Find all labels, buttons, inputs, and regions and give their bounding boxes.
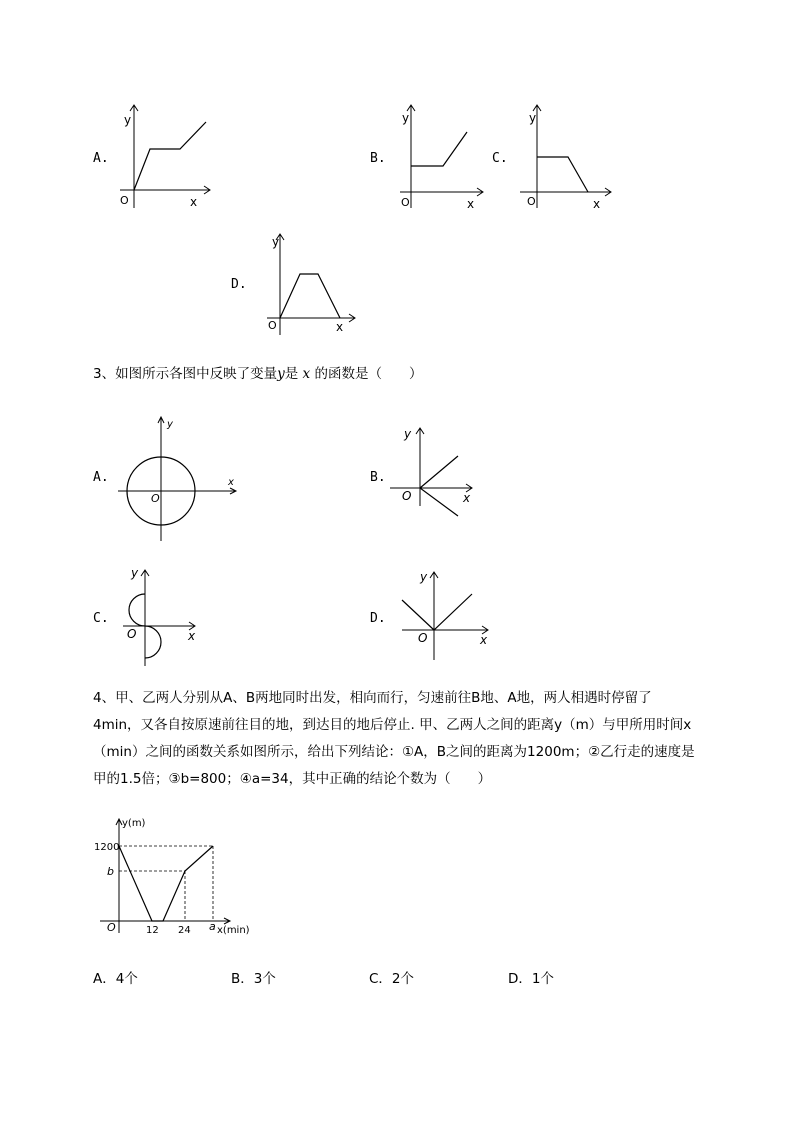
q4-origin: O bbox=[107, 921, 116, 934]
q4-distance-time-graph bbox=[92, 815, 257, 940]
q4-choice-c[interactable]: C．2个 bbox=[369, 971, 415, 987]
q4-y-tick-b: b bbox=[107, 865, 114, 878]
q2-option-b-graph bbox=[395, 100, 495, 215]
q2-option-c-graph bbox=[518, 100, 618, 215]
q4-y-axis-label: y(m) bbox=[122, 818, 146, 829]
q3-option-c-label: C. bbox=[93, 611, 109, 626]
q4-line-1: 4、甲、乙两人分别从A、B两地同时出发，相向而行，匀速前往B地、A地，两人相遇时停留了 bbox=[93, 690, 652, 706]
q2-d-origin: O bbox=[268, 319, 277, 332]
q2-option-b-label: B. bbox=[370, 151, 386, 166]
q2-a-y-label: y bbox=[124, 113, 132, 127]
q3-c-x-label: x bbox=[188, 629, 196, 643]
q2-c-x-label: x bbox=[593, 197, 601, 211]
q4-x-tick-a: a bbox=[209, 920, 216, 933]
q2-option-a-graph bbox=[112, 100, 222, 215]
q3-option-c-graph bbox=[115, 562, 210, 672]
q4-stem bbox=[93, 685, 753, 793]
q2-option-c-label: C. bbox=[492, 151, 508, 166]
q3-b-origin: O bbox=[402, 489, 412, 503]
q2-b-origin: O bbox=[401, 196, 410, 209]
q3-d-origin: O bbox=[418, 631, 428, 645]
q3-option-b-graph bbox=[390, 422, 480, 522]
q3-option-d-label: D. bbox=[370, 611, 386, 626]
q3-d-y-label: y bbox=[420, 570, 428, 584]
q4-x-tick-24: 24 bbox=[178, 925, 191, 936]
q3-a-x-label: x bbox=[228, 477, 234, 488]
q3-option-a-label: A. bbox=[93, 470, 109, 485]
q3-option-d-graph bbox=[398, 566, 498, 666]
q3-stem: 3、如图所示各图中反映了变量y是 x 的函数是（ ） bbox=[93, 366, 423, 382]
q4-y-tick-1200: 1200 bbox=[94, 842, 120, 853]
q4-line-4: 甲的1.5倍；③b=800；④a=34，其中正确的结论个数为（ ） bbox=[93, 771, 492, 787]
q4-choice-d[interactable]: D．1个 bbox=[508, 971, 554, 987]
q4-choice-a[interactable]: A．4个 bbox=[93, 971, 138, 987]
q3-b-y-label: y bbox=[404, 427, 412, 441]
q3-c-origin: O bbox=[127, 627, 137, 641]
q2-option-a-label: A. bbox=[93, 151, 109, 166]
q3-option-a-graph bbox=[118, 415, 243, 545]
q3-a-origin: O bbox=[151, 492, 160, 505]
q4-choice-b[interactable]: B．3个 bbox=[231, 971, 276, 987]
q2-option-d-label: D. bbox=[231, 277, 247, 292]
q3-a-y-label: y bbox=[167, 419, 173, 430]
q2-a-origin: O bbox=[120, 194, 129, 207]
q2-d-x-label: x bbox=[336, 320, 344, 334]
q2-b-x-label: x bbox=[467, 197, 475, 211]
q4-x-tick-12: 12 bbox=[146, 925, 159, 936]
q2-b-y-label: y bbox=[402, 111, 410, 125]
q2-c-y-label: y bbox=[529, 111, 537, 125]
q2-c-origin: O bbox=[527, 195, 536, 208]
q3-b-x-label: x bbox=[463, 491, 471, 505]
q3-option-b-label: B. bbox=[370, 470, 386, 485]
q2-a-x-label: x bbox=[190, 195, 198, 209]
q4-line-3: （min）之间的函数关系如图所示，给出下列结论：①A，B之间的距离为1200m；②乙行走的速度是 bbox=[93, 744, 695, 760]
q3-d-x-label: x bbox=[480, 633, 488, 647]
q2-d-y-label: y bbox=[272, 235, 280, 249]
q3-c-y-label: y bbox=[131, 566, 139, 580]
q2-option-d-graph bbox=[262, 228, 362, 338]
q4-x-axis-label: x(min) bbox=[217, 925, 250, 936]
q4-line-2: 4min，又各自按原速前往目的地，到达目的地后停止. 甲、乙两人之间的距离y（m）与甲所用时间x bbox=[93, 717, 692, 733]
